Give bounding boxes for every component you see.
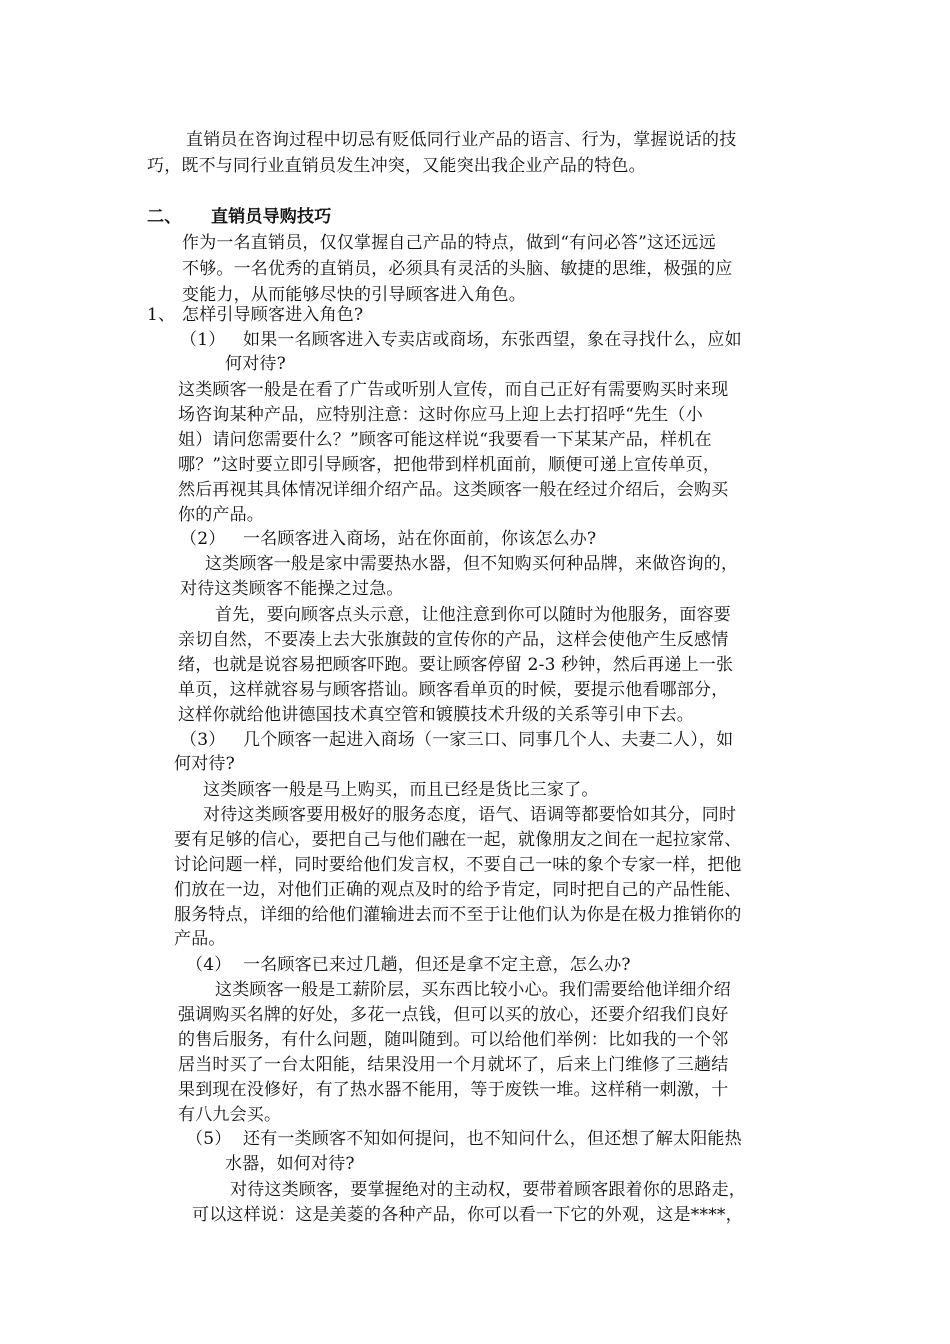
intro-line-1: 直销员在咨询过程中切忌有贬低同行业产品的语言、行为，掌握说话的技 [186, 130, 737, 150]
case1-label: （1） [180, 330, 226, 350]
case2-answer2-line-5: 这样你就给他讲德国技术真空管和镀膜技术升级的关系等引申下去。 [178, 705, 694, 725]
question-text: 怎样引导顾客进入角色? [182, 305, 364, 325]
case1-answer-line-1: 这类顾客一般是在看了广告或听别人宣传，而自己正好有需要购买时来现 [178, 380, 729, 400]
case4-label: （4） [186, 955, 232, 975]
case4-question: 一名顾客已来过几趟，但还是拿不定主意，怎么办? [243, 955, 631, 975]
case3-question-line-1: 几个顾客一起进入商场（一家三口、同事几个人、夫妻二人），如 [243, 730, 734, 750]
section-para-line-1: 作为一名直销员，仅仅掌握自己产品的特点，做到“有问必答”这还远远 [182, 233, 716, 253]
case4-answer-line-4: 居当时买了一台太阳能，结果没用一个月就坏了，后来上门维修了三趟结 [178, 1055, 729, 1075]
case5-question-line-1: 还有一类顾客不知如何提问，也不知问什么，但还想了解太阳能热 [243, 1129, 742, 1149]
case2-answer2-line-3: 绪，也就是说容易把顾客吓跑。要让顾客停留 2-3 秒钟，然后再递上一张 [178, 655, 734, 675]
case2-question: 一名顾客进入商场，站在你面前，你该怎么办? [243, 529, 597, 549]
case3-answer2-line-4: 们放在一边，对他们正确的观点及时的给予肯定，同时把自己的产品性能、 [174, 880, 742, 900]
case4-answer-line-1: 这类顾客一般是工薪阶层，买东西比较小心。我们需要给他详细介绍 [215, 980, 731, 1000]
case1-question-line-1: 如果一名顾客进入专卖店或商场，东张西望，象在寻找什么，应如 [243, 330, 742, 350]
case1-answer-line-3: 姐）请问您需要什么？”顾客可能这样说“我要看一下某某产品，样机在 [178, 430, 712, 450]
intro-line-2: 巧，既不与同行业直销员发生冲突，又能突出我企业产品的特色。 [147, 156, 646, 176]
case2-answer2-line-2: 亲切自然，不要凑上去大张旗鼓的宣传你的产品，这样会使他产生反感情 [178, 630, 729, 650]
case3-answer2-line-1: 对待这类顾客要用极好的服务态度，语气、语调等都要恰如其分，同时 [203, 805, 737, 825]
section-title: 直销员导购技巧 [211, 207, 332, 227]
case4-answer-line-5: 果到现在没修好，有了热水器不能用，等于废铁一堆。这样稍一刺激，十 [178, 1080, 729, 1100]
case3-question-line-2: 何对待? [174, 754, 235, 774]
case1-answer-line-4: 哪？”这时要立即引导顾客，把他带到样机面前，顺便可递上宣传单页， [178, 455, 721, 475]
case4-answer-line-2: 强调购买名牌的好处，多花一点钱，但可以买的放心，还要介绍我们良好 [178, 1005, 729, 1025]
case3-answer1: 这类顾客一般是马上购买，而且已经是货比三家了。 [203, 780, 599, 800]
case1-question-line-2: 何对待? [225, 354, 286, 374]
case5-question-line-2: 水器，如何对待? [225, 1154, 355, 1174]
section-para-line-2: 不够。一名优秀的直销员，必须具有灵活的头脑、敏捷的思维，极强的应 [182, 259, 733, 279]
case5-answer-line-1: 对待这类顾客，要掌握绝对的主动权，要带着顾客跟着你的思路走， [230, 1180, 746, 1200]
case1-answer-line-6: 你的产品。 [178, 505, 264, 525]
case2-answer1-line-1: 这类顾客一般是家中需要热水器，但不知购买何种品牌，来做咨询的， [205, 554, 739, 574]
case2-answer2-line-4: 单页，这样就容易与顾客搭讪。顾客看单页的时候，要提示他看哪部分， [178, 680, 729, 700]
section-number: 二、 [147, 207, 182, 227]
case5-label: （5） [186, 1129, 232, 1149]
section-para-line-3: 变能力，从而能够尽快的引导顾客进入角色。 [182, 285, 526, 305]
case1-answer-line-5: 然后再视其具体情况详细介绍产品。这类顾客一般在经过介绍后，会购买 [178, 480, 729, 500]
case2-label: （2） [180, 529, 226, 549]
question-number: 1、 [147, 305, 176, 325]
case3-label: （3） [180, 730, 226, 750]
case4-answer-line-6: 有八九会买。 [178, 1105, 282, 1125]
case3-answer2-line-3: 讨论问题一样，同时要给他们发言权，不要自己一味的象个专家一样，把他 [174, 855, 742, 875]
case2-answer1-line-2: 对待这类顾客不能操之过急。 [180, 579, 404, 599]
case3-answer2-line-5: 服务特点，详细的给他们灌输进去而不至于让他们认为你是在极力推销你的 [174, 905, 742, 925]
case4-answer-line-3: 的售后服务，有什么问题，随叫随到。可以给他们举例：比如我的一个邻 [178, 1030, 729, 1050]
case5-answer-line-2: 可以这样说：这是美菱的各种产品，你可以看一下它的外观，这是****， [192, 1205, 743, 1225]
case3-answer2-line-2: 要有足够的信心，要把自己与他们融在一起，就像朋友之间在一起拉家常、 [174, 830, 742, 850]
case2-answer2-line-1: 首先，要向顾客点头示意，让他注意到你可以随时为他服务，面容要 [215, 605, 731, 625]
case1-answer-line-2: 场咨询某种产品，应特别注意：这时你应马上迎上去打招呼“先生（小 [178, 405, 703, 425]
case3-answer2-line-6: 产品。 [174, 929, 226, 949]
